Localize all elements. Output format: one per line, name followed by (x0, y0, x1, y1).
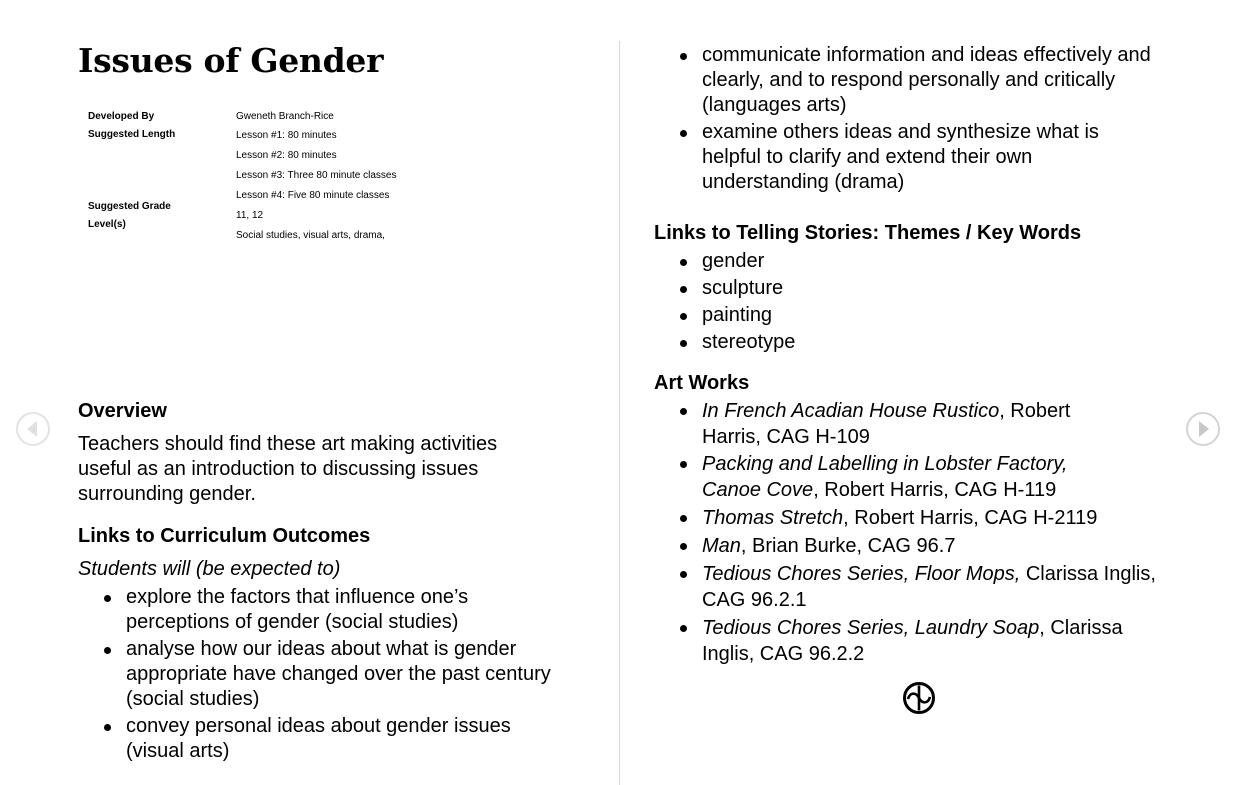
artwork-title: Man (702, 535, 741, 557)
meta-label-suggested-length: Suggested Length (88, 129, 176, 140)
meta-value-lesson-1: Lesson #1: 80 minutes (236, 130, 337, 141)
list-item: analyse how our ideas about what is gender appropriate have changed over the past century (social studies) (78, 637, 598, 712)
meta-label-levels: Level(s) (88, 219, 126, 230)
curriculum-heading: Links to Curriculum Outcomes (78, 525, 371, 547)
list-item: stereotype (654, 329, 1054, 356)
bullet-icon (680, 259, 687, 266)
bullet-icon (680, 625, 687, 632)
bullet-icon (680, 53, 687, 60)
page-title: Issues of Gender (78, 41, 384, 80)
list-item: gender (654, 248, 1054, 275)
artwork-item (654, 398, 1174, 450)
artwork-item (654, 505, 1174, 531)
curriculum-intro: Students will (be expected to) (78, 558, 341, 580)
themes-heading: Links to Telling Stories: Themes / Key Words (654, 222, 1082, 244)
overview-heading: Overview (78, 400, 167, 422)
bullet-icon (680, 408, 687, 415)
artwork-credit: , Robert Harris, CAG H-109 (702, 400, 1071, 448)
artwork-credit: , Robert Harris, CAG H-2119 (843, 507, 1098, 529)
artwork-title: In French Acadian House Rustico (702, 400, 1000, 422)
artwork-title: Thomas Stretch (702, 507, 844, 529)
chevron-left-icon (18, 414, 48, 444)
bullet-icon (680, 286, 687, 293)
artworks-list (654, 398, 1174, 667)
artwork-item (654, 533, 1174, 559)
meta-label-suggested-grade: Suggested Grade (88, 201, 171, 212)
artwork-title: Packing and Labelling in Lobster Factory, Canoe Cove (702, 453, 1068, 501)
bullet-icon (104, 724, 111, 731)
bullet-icon (680, 543, 687, 550)
list-item: convey personal ideas about gender issues (visual arts) (78, 714, 598, 764)
previous-page-button[interactable] (16, 412, 50, 446)
artwork-credit: Clarissa Inglis, CAG 96.2.1 (702, 563, 1156, 611)
artwork-item (654, 561, 1174, 613)
meta-value-lesson-4: Lesson #4: Five 80 minute classes (236, 190, 390, 201)
bullet-icon (680, 313, 687, 320)
meta-value-grade: 11, 12 (236, 210, 264, 221)
artwork-credit: , Brian Burke, CAG 96.7 (740, 535, 956, 557)
bullet-icon (680, 461, 687, 468)
themes-list (654, 248, 1054, 356)
next-page-button[interactable] (1186, 412, 1220, 446)
meta-value-lesson-3: Lesson #3: Three 80 minute classes (236, 170, 397, 181)
bullet-icon (680, 515, 687, 522)
meta-value-developed-by: Gweneth Branch-Rice (236, 111, 334, 122)
list-item: examine others ideas and synthesize what is helpful to clarify and extend their own understanding (drama) (654, 120, 1174, 195)
bullet-icon (680, 130, 687, 137)
list-item: explore the factors that influence one’s perceptions of gender (social studies) (78, 585, 598, 635)
bullet-icon (680, 571, 687, 578)
bullet-icon (104, 647, 111, 654)
artwork-title: Tedious Chores Series, Floor Mops, (702, 563, 1021, 585)
artwork-credit: , Clarissa Inglis, CAG 96.2.2 (702, 617, 1123, 665)
artwork-title: Tedious Chores Series, Laundry Soap (702, 617, 1040, 639)
curriculum-outcomes-list-right (654, 43, 1174, 197)
meta-label-developed-by: Developed By (88, 111, 155, 122)
artwork-credit: , Robert Harris, CAG H-119 (813, 479, 1057, 501)
list-item: communicate information and ideas effectively and clearly, and to respond personally and critically (languages arts) (654, 43, 1174, 118)
artwork-item (654, 451, 1174, 503)
list-item: painting (654, 302, 1054, 329)
artwork-item (654, 615, 1174, 667)
artworks-heading: Art Works (654, 372, 750, 394)
circle-swirl-emblem-icon (902, 681, 936, 720)
chevron-right-icon (1188, 414, 1218, 444)
meta-value-subjects: Social studies, visual arts, drama, (236, 230, 385, 241)
meta-value-lesson-2: Lesson #2: 80 minutes (236, 150, 337, 161)
list-item: sculpture (654, 275, 1054, 302)
bullet-icon (680, 340, 687, 347)
overview-text: Teachers should find these art making activities useful as an introduction to discussing issues surrounding gender. (78, 433, 498, 505)
curriculum-outcomes-list-left (78, 585, 598, 766)
page-divider (619, 41, 620, 785)
bullet-icon (104, 595, 111, 602)
